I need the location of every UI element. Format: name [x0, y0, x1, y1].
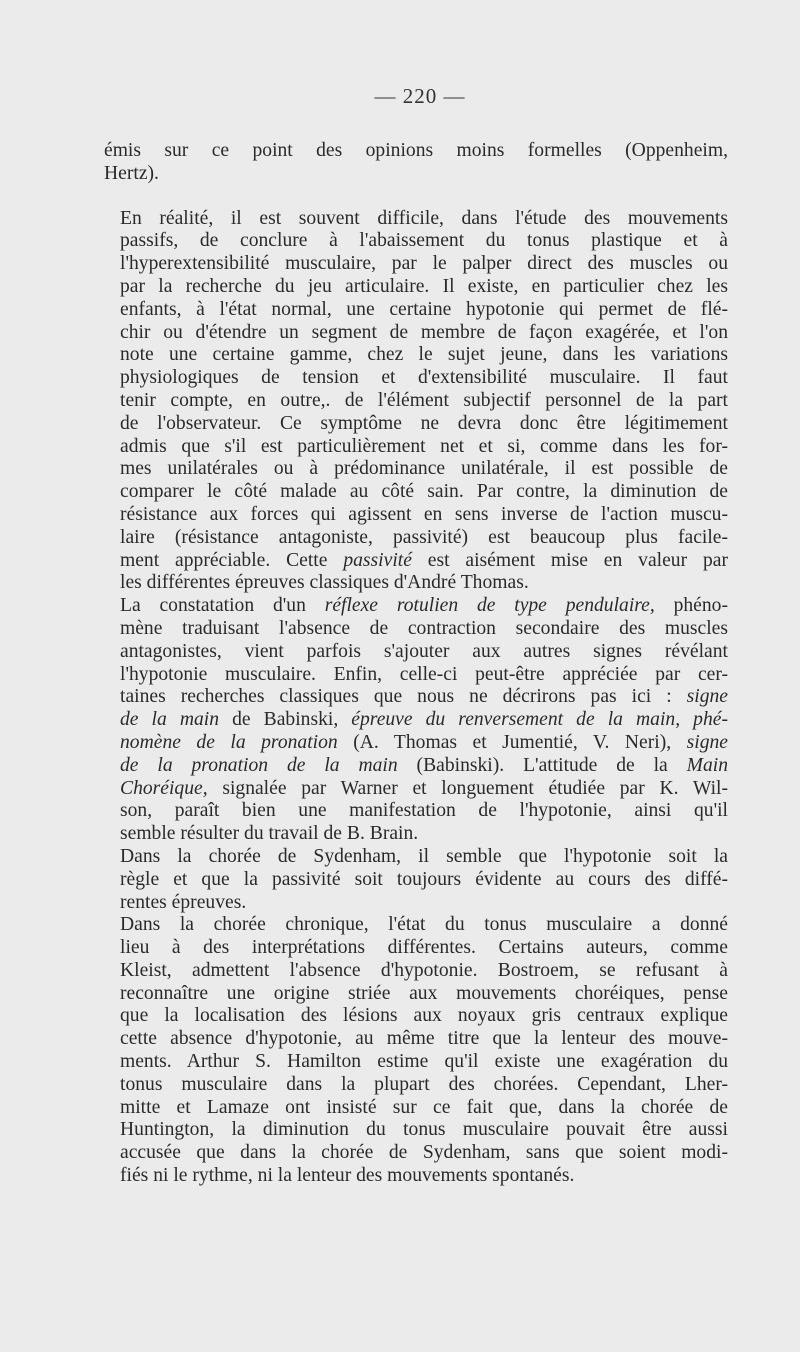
text-run: mes unilatérales ou à prédominance unilatérale, il est possible de — [120, 458, 728, 480]
text-run: phéno- — [654, 595, 728, 617]
text-run: semble résulter du travail de B. Brain. — [120, 823, 419, 845]
text-run: mitte et Lamaze ont insisté sur ce fait que, dans la chorée de — [120, 1096, 728, 1118]
text-line — [104, 527, 728, 550]
paragraph — [104, 595, 728, 846]
italic-run: signe — [686, 686, 728, 708]
italic-run: de la main — [120, 709, 220, 731]
text-line — [104, 1005, 728, 1028]
text-run: note une certaine gamme, chez le sujet jeune, dans les variations — [120, 344, 728, 366]
text-line — [104, 1119, 728, 1142]
text-run: comparer le côté malade au côté sain. Par contre, la diminution de — [120, 481, 728, 503]
text-run: (A. Thomas et Jumentié, V. Neri), — [337, 731, 687, 753]
text-line — [104, 1051, 728, 1074]
text-run: Dans la chorée de Sydenham, il semble que l'hypotonie soit la — [120, 845, 728, 867]
text-line — [104, 892, 728, 915]
text-run: Hertz). — [104, 162, 159, 184]
italic-run: nomène de la pronation — [120, 731, 338, 753]
text-line — [104, 755, 728, 778]
text-run: son, paraît bien une manifestation de l'hypotonie, ainsi qu'il — [120, 800, 728, 822]
text-run: l'hyperextensibilité musculaire, par le palper direct des muscles ou — [120, 253, 728, 275]
text-run: cette absence d'hypotonie, au même titre que la lenteur des mouve- — [120, 1028, 728, 1050]
text-line — [104, 1142, 728, 1165]
italic-run: Main — [686, 754, 728, 776]
text-run: (Babinski). L'attitude de la — [397, 754, 687, 776]
text-run: ments. Arthur S. Hamilton estime qu'il existe une exagération du — [120, 1051, 728, 1073]
text-run: taines recherches classiques que nous ne décrirons pas ici : — [120, 686, 687, 708]
text-run: émis sur ce point des opinions moins formelles (Oppenheim, — [104, 140, 728, 161]
text-line — [104, 322, 728, 345]
text-line — [104, 572, 728, 595]
text-run: reconnaître une origine striée aux mouvements choréiques, pense — [120, 982, 728, 1004]
text-run: physiologiques de tension et d'extensibilité musculaire. Il faut — [120, 367, 728, 389]
text-run: accusée que dans la chorée de Sydenham, sans que soient modi- — [120, 1142, 728, 1164]
text-run: Huntington, la diminution du tonus musculaire pouvait être aussi — [120, 1119, 728, 1141]
text-run: passifs, de conclure à l'abaissement du tonus plastique et à — [120, 230, 728, 252]
text-line — [104, 253, 728, 276]
text-line — [104, 960, 728, 983]
text-run: tonus musculaire dans la plupart des chorées. Cependant, Lher- — [120, 1073, 728, 1095]
text-line — [104, 641, 728, 664]
text-run: est aisément mise en valeur par — [411, 549, 728, 571]
text-line — [104, 778, 728, 801]
text-line — [104, 914, 728, 937]
text-line — [104, 686, 728, 709]
italic-run: Choréique, — [120, 777, 208, 799]
text-run: mène traduisant l'absence de contraction secondaire des muscles — [120, 617, 728, 639]
text-line — [104, 664, 728, 687]
text-line — [104, 937, 728, 960]
text-line — [104, 344, 728, 367]
text-line — [104, 413, 728, 436]
text-line — [104, 208, 728, 231]
text-run: chir ou d'étendre un segment de membre de façon exagérée, et l'on — [120, 321, 728, 343]
text-run: résistance aux forces qui agissent en sens inverse de l'action muscu- — [120, 503, 728, 525]
italic-run: signe — [686, 731, 728, 753]
text-line — [104, 595, 728, 618]
paragraph — [104, 914, 728, 1188]
text-line — [104, 140, 728, 163]
text-line — [104, 390, 728, 413]
text-line — [104, 869, 728, 892]
text-run: La constatation d'un — [120, 595, 325, 617]
text-line — [104, 1097, 728, 1120]
text-line — [104, 800, 728, 823]
text-run: admis que s'il est particulièrement net et si, comme dans les for- — [120, 435, 728, 457]
text-run: de Babinski, — [219, 709, 352, 731]
paragraph — [104, 208, 728, 596]
paragraph — [104, 140, 728, 186]
text-run: fiés ni le rythme, ni la lenteur des mouvements spontanés. — [120, 1165, 575, 1187]
text-line — [104, 230, 728, 253]
text-line — [104, 481, 728, 504]
body-text — [104, 140, 728, 1188]
text-line — [104, 846, 728, 869]
text-line — [104, 983, 728, 1006]
text-line — [104, 1165, 728, 1188]
text-run: que la localisation des lésions aux noyaux gris centraux explique — [120, 1005, 728, 1027]
italic-run: passivité — [343, 549, 412, 571]
italic-run: épreuve du renversement de la main, phé- — [351, 709, 728, 731]
text-run: rentes épreuves. — [120, 891, 247, 913]
text-line — [104, 163, 728, 186]
text-run: les différentes épreuves classiques d'André Thomas. — [120, 572, 529, 594]
paragraph — [104, 846, 728, 914]
text-line — [104, 550, 728, 573]
page-number: — 220 — — [374, 84, 466, 108]
text-run: de l'observateur. Ce symptôme ne devra donc être légitimement — [120, 412, 728, 434]
text-line — [104, 276, 728, 299]
text-run: enfants, à l'état normal, une certaine hypotonie qui permet de flé- — [120, 298, 728, 320]
text-line — [104, 732, 728, 755]
text-run: ment appréciable. Cette — [120, 549, 344, 571]
text-line — [104, 458, 728, 481]
text-line — [104, 436, 728, 459]
text-run: l'hypotonie musculaire. Enfin, celle-ci peut-être appréciée par cer- — [120, 663, 728, 685]
text-run: En réalité, il est souvent difficile, dans l'étude des mouvements — [120, 207, 728, 229]
text-line — [104, 367, 728, 390]
text-run: antagonistes, vient parfois s'ajouter aux autres signes révélant — [120, 640, 728, 662]
text-run: signalée par Warner et longuement étudiée par K. Wil- — [207, 777, 728, 799]
text-line — [104, 299, 728, 322]
text-line — [104, 618, 728, 641]
text-run: règle et que la passivité soit toujours évidente au cours des diffé- — [120, 868, 728, 890]
text-run: Kleist, admettent l'absence d'hypotonie. Bostroem, se refusant à — [120, 959, 728, 981]
italic-run: réflexe rotulien de type pendulaire, — [324, 595, 655, 617]
text-line — [104, 823, 728, 846]
text-line — [104, 709, 728, 732]
text-run: lieu à des interprétations différentes. Certains auteurs, comme — [120, 937, 728, 959]
text-run: tenir compte, en outre,. de l'élément subjectif personnel de la part — [120, 389, 728, 411]
text-run: par la recherche du jeu articulaire. Il existe, en particulier chez les — [120, 275, 728, 297]
text-line — [104, 504, 728, 527]
italic-run: de la pronation de la main — [120, 754, 398, 776]
text-run: laire (résistance antagoniste, passivité) est beaucoup plus facile- — [120, 526, 728, 548]
text-run: Dans la chorée chronique, l'état du tonus musculaire a donné — [120, 914, 728, 936]
text-line — [104, 1074, 728, 1097]
text-line — [104, 1028, 728, 1051]
